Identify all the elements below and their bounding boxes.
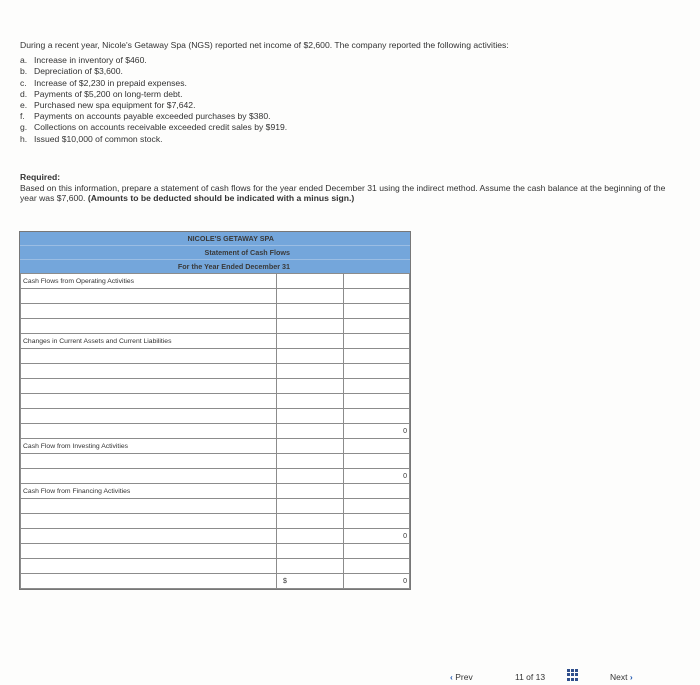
table-row [21, 469, 410, 484]
total-cell [344, 304, 410, 319]
operating-section-label: Cash Flows from Operating Activities [21, 274, 277, 289]
total-cell [344, 364, 410, 379]
description-input[interactable] [21, 379, 277, 394]
problem-statement: During a recent year, Nicole's Getaway Spa (NGS) reported net income of $2,600. The company reported the following activities: [20, 40, 509, 50]
amount-input[interactable] [277, 454, 344, 469]
amount-input[interactable] [277, 544, 344, 559]
required-text: Based on this information, prepare a statement of cash flows for the year ended December 31 using the indirect method. Assume the cash balance at the beginning of the year was $7,600. [20, 182, 666, 203]
total-cell [344, 484, 410, 499]
description-input[interactable] [21, 499, 277, 514]
amount-input[interactable] [277, 439, 344, 454]
table-row [21, 574, 410, 589]
table-row [21, 424, 410, 439]
description-input[interactable] [21, 409, 277, 424]
table-row [21, 439, 410, 454]
amount-input[interactable] [277, 514, 344, 529]
chevron-left-icon: ‹ [450, 672, 453, 682]
table-row [21, 559, 410, 574]
chevron-right-icon: › [629, 672, 633, 682]
total-cell [344, 409, 410, 424]
ending-total: 0 [344, 574, 410, 589]
amount-input[interactable] [277, 349, 344, 364]
description-input[interactable] [21, 544, 277, 559]
amount-input[interactable] [277, 559, 344, 574]
required-heading: Required: [20, 172, 61, 182]
table-row [21, 334, 410, 349]
description-input[interactable] [21, 394, 277, 409]
total-cell [344, 454, 410, 469]
description-input[interactable] [21, 529, 277, 544]
table-row [21, 529, 410, 544]
table-row [21, 379, 410, 394]
list-item: a. Increase in inventory of $460. [20, 55, 147, 66]
total-cell [344, 319, 410, 334]
table-row [21, 289, 410, 304]
amount-input[interactable] [277, 334, 344, 349]
amount-input[interactable] [277, 424, 344, 439]
cash-flow-worksheet [19, 231, 411, 590]
amount-input[interactable] [277, 379, 344, 394]
investing-total: 0 [344, 469, 410, 484]
list-item: b. Depreciation of $3,600. [20, 66, 123, 77]
ending-currency: $ [277, 574, 344, 589]
changes-section-label: Changes in Current Assets and Current Liabilities [21, 334, 277, 349]
financing-section-label: Cash Flow from Financing Activities [21, 484, 277, 499]
description-input[interactable] [21, 559, 277, 574]
list-item: f. Payments on accounts payable exceeded purchases by $380. [20, 111, 271, 122]
table-row [21, 319, 410, 334]
amount-input[interactable] [277, 484, 344, 499]
total-cell [344, 334, 410, 349]
description-input[interactable] [21, 514, 277, 529]
description-input[interactable] [21, 364, 277, 379]
total-cell [344, 289, 410, 304]
description-input[interactable] [21, 304, 277, 319]
table-row [21, 274, 410, 289]
table-row [21, 364, 410, 379]
total-cell [344, 544, 410, 559]
worksheet-header [20, 232, 410, 273]
table-row [21, 514, 410, 529]
amount-input[interactable] [277, 304, 344, 319]
list-item: c. Increase of $2,230 in prepaid expenses. [20, 77, 187, 88]
investing-section-label: Cash Flow from Investing Activities [21, 439, 277, 454]
page-indicator: 11 of 13 [515, 672, 546, 682]
list-item: g. Collections on accounts receivable exceeded credit sales by $919. [20, 122, 288, 133]
table-row [21, 409, 410, 424]
table-row [21, 544, 410, 559]
prev-button[interactable]: ‹ Prev [450, 672, 473, 682]
description-input[interactable] [21, 349, 277, 364]
list-item: e. Purchased new spa equipment for $7,642. [20, 100, 196, 111]
grid-icon[interactable] [567, 669, 579, 681]
required-note: (Amounts to be deducted should be indicated with a minus sign.) [87, 193, 355, 203]
total-cell [344, 514, 410, 529]
required-section [20, 172, 680, 204]
amount-input[interactable] [277, 409, 344, 424]
total-cell [344, 349, 410, 364]
amount-input[interactable] [277, 394, 344, 409]
activity-list [20, 55, 509, 145]
statement-title: Statement of Cash Flows [20, 246, 410, 260]
total-cell [344, 274, 410, 289]
description-input[interactable] [21, 424, 277, 439]
table-row [21, 499, 410, 514]
table-row [21, 304, 410, 319]
amount-input[interactable] [277, 469, 344, 484]
company-name: NICOLE'S GETAWAY SPA [20, 232, 410, 246]
total-cell [344, 499, 410, 514]
amount-input[interactable] [277, 319, 344, 334]
table-row [21, 454, 410, 469]
table-row [21, 349, 410, 364]
problem-intro [20, 40, 509, 145]
next-button[interactable]: Next › [610, 672, 633, 682]
description-input[interactable] [21, 319, 277, 334]
total-cell [344, 379, 410, 394]
description-input[interactable] [21, 454, 277, 469]
total-cell [344, 559, 410, 574]
worksheet-table [20, 273, 410, 589]
table-row [21, 394, 410, 409]
total-cell [344, 394, 410, 409]
description-input[interactable] [21, 289, 277, 304]
amount-input[interactable] [277, 274, 344, 289]
financing-total: 0 [344, 529, 410, 544]
total-cell [344, 439, 410, 454]
description-input[interactable] [21, 574, 277, 589]
description-input[interactable] [21, 469, 277, 484]
list-item: d. Payments of $5,200 on long-term debt. [20, 88, 183, 99]
amount-input[interactable] [277, 499, 344, 514]
amount-input[interactable] [277, 529, 344, 544]
amount-input[interactable] [277, 364, 344, 379]
statement-period: For the Year Ended December 31 [177, 262, 290, 271]
list-item: h. Issued $10,000 of common stock. [20, 133, 163, 144]
amount-input[interactable] [277, 289, 344, 304]
table-row [21, 484, 410, 499]
operating-total: 0 [344, 424, 410, 439]
